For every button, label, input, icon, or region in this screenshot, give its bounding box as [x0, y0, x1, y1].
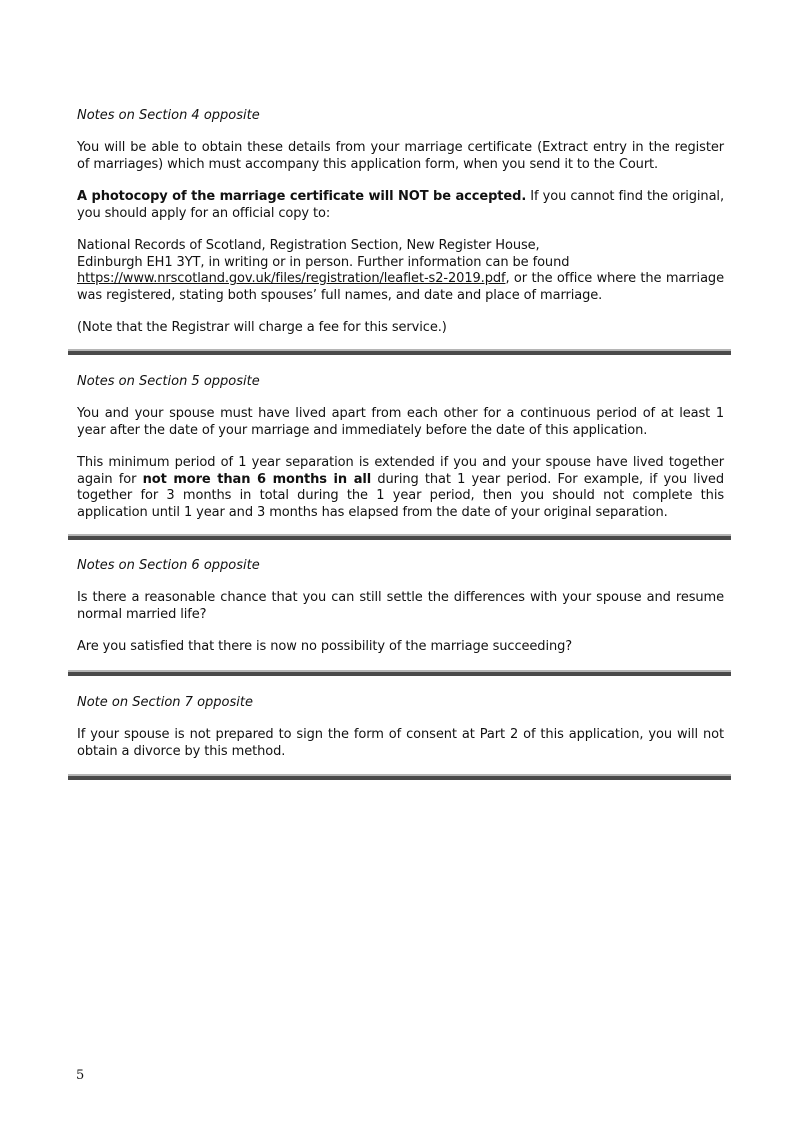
- section-6-paragraph-2: Are you satisfied that there is now no possibility of the marriage succeeding?: [77, 639, 573, 654]
- section-4-notes: [77, 107, 724, 353]
- section-5-paragraph-1: You and your spouse must have lived apart from each other for a continuous period of at least 1 year after the date of your marriage and immediately before the date of this application.: [77, 406, 724, 438]
- section-5-paragraph-2-start: This minimum period of 1 year separation is extended if you and your spouse have lived together again for: [77, 455, 724, 487]
- divider-rule: [68, 670, 731, 676]
- six-months-emphasis: not more than 6 months in all: [142, 471, 372, 487]
- page-number: 5: [76, 1068, 85, 1083]
- divider-rule: [68, 349, 731, 355]
- section-5-notes: [77, 373, 724, 537]
- section-5-paragraph-2: [77, 455, 724, 521]
- section-6-paragraph-1: Is there a reasonable chance that you can still settle the differences with your spouse and resume normal married life?: [77, 590, 724, 622]
- section-7-notes: [77, 694, 724, 776]
- address-line-2: Edinburgh EH1 3YT, in writing or in person. Further information can be found: [77, 254, 570, 270]
- section-4-paragraph-2: [77, 189, 724, 222]
- section-5-paragraph-2-rest: during that 1 year period. For example, if you lived together for 3 months in total during the 1 year period, then you should not complete this application until 1 year and 3 months has elapsed from the date of your original separation.: [77, 471, 724, 520]
- section-7-title: Note on Section 7 opposite: [77, 695, 253, 710]
- section-4-paragraph-1: You will be able to obtain these details from your marriage certificate (Extract entry in the register of marriages) which must accompany this application form, when you send it to the Court.: [77, 140, 724, 172]
- section-4-title: Notes on Section 4 opposite: [77, 108, 260, 123]
- section-7-paragraph-1: If your spouse is not prepared to sign the form of consent at Part 2 of this application, you will not obtain a divorce by this method.: [77, 727, 724, 759]
- registrar-fee-note: (Note that the Registrar will charge a fee for this service.): [77, 320, 447, 335]
- address-rest: , or the office where the marriage was registered, stating both spouses’ full names, and date and place of marriage.: [77, 271, 724, 303]
- section-6-notes: [77, 557, 724, 672]
- divider-rule: [68, 534, 731, 540]
- section-5-title: Notes on Section 5 opposite: [77, 374, 260, 389]
- address-continued: [77, 271, 724, 304]
- nrs-leaflet-link[interactable]: https://www.nrscotland.gov.uk/files/registration/leaflet-s2-2019.pdf: [77, 271, 506, 286]
- address-line-1: National Records of Scotland, Registration Section, New Register House,: [77, 238, 540, 253]
- divider-rule: [68, 774, 731, 780]
- section-4-paragraph-2-rest: If you cannot find the original, you should apply for an official copy to:: [77, 189, 724, 221]
- photocopy-warning: A photocopy of the marriage certificate will NOT be accepted.: [77, 189, 527, 204]
- section-6-title: Notes on Section 6 opposite: [77, 558, 260, 573]
